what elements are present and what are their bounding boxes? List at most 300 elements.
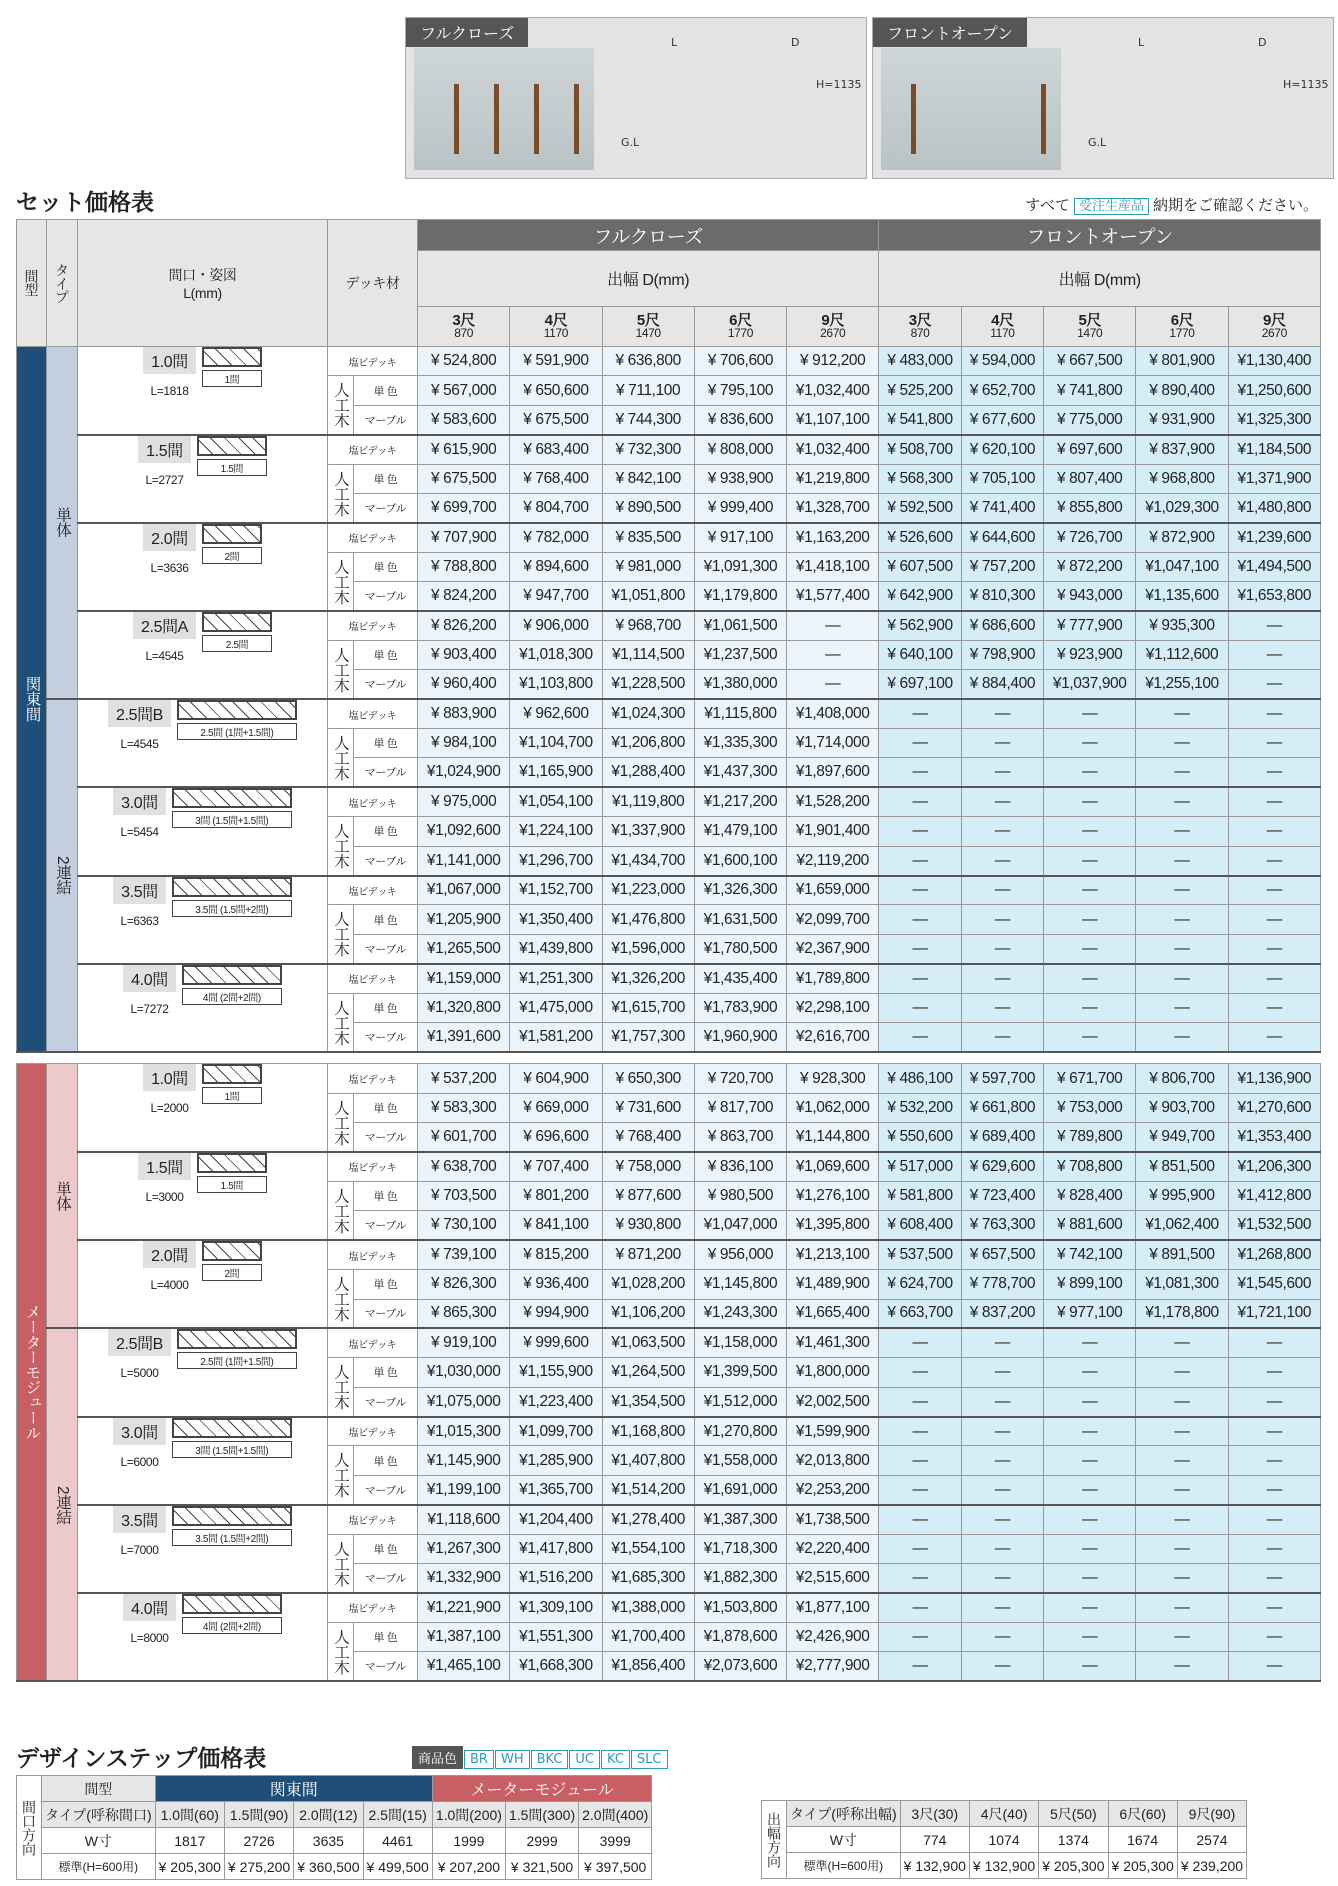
- price-cell: ¥ 689,400: [961, 1123, 1043, 1152]
- deck-sub: マーブル: [353, 1652, 417, 1681]
- price-cell: ¥2,220,400: [787, 1534, 879, 1563]
- model-cell: [78, 964, 328, 1052]
- price-cell: ¥ 541,800: [879, 405, 961, 434]
- price-cell: ¥1,075,000: [418, 1387, 510, 1416]
- price-cell: ¥1,219,800: [787, 464, 879, 493]
- price-cell: ¥1,882,300: [694, 1564, 786, 1593]
- price-cell: ¥1,901,400: [787, 817, 879, 846]
- depth-col: [1044, 307, 1136, 347]
- table-row: [17, 1593, 1321, 1622]
- price-cell: ¥1,475,000: [510, 993, 602, 1022]
- price-cell: ¥1,179,800: [694, 582, 786, 611]
- price-cell: ¥1,205,900: [418, 905, 510, 934]
- table-row: [17, 964, 1321, 993]
- price-cell: ―: [961, 993, 1043, 1022]
- price-cell: ¥1,112,600: [1136, 640, 1228, 669]
- price-cell: ¥1,407,800: [602, 1446, 694, 1475]
- price-cell: ¥1,265,500: [418, 934, 510, 963]
- price-cell: ¥ 642,900: [879, 582, 961, 611]
- price-cell: ¥ 644,600: [961, 523, 1043, 552]
- deck-enbi: 塩ビデッキ: [328, 523, 418, 552]
- price-cell: ¥ 732,300: [602, 435, 694, 464]
- types-cell: 6尺(60): [1108, 1801, 1177, 1827]
- depth-direction-label: 出幅方向: [762, 1801, 787, 1879]
- deck-sub: 単 色: [353, 1446, 417, 1475]
- price-cell: ¥1,024,900: [418, 758, 510, 787]
- price-cell: ¥1,178,800: [1136, 1299, 1228, 1328]
- price-cell: ¥ 960,400: [418, 670, 510, 699]
- model-label: 3.0間: [113, 1418, 166, 1445]
- price-cell: ¥1,480,800: [1228, 493, 1320, 522]
- price-cell: ¥1,685,300: [602, 1564, 694, 1593]
- price-cell: ―: [1228, 905, 1320, 934]
- color-chip: KC: [601, 1750, 630, 1769]
- price-cell: ¥ 763,300: [961, 1211, 1043, 1240]
- depth-mm: 870: [910, 325, 930, 340]
- price-cell: ¥ 636,800: [602, 347, 694, 376]
- set-price-title: セット価格表: [16, 190, 154, 216]
- price-cell: ―: [1044, 1593, 1136, 1622]
- price-cell: ¥1,018,300: [510, 640, 602, 669]
- price-cell: ―: [1044, 699, 1136, 728]
- frame-sketch-icon: [202, 1064, 262, 1084]
- price-cell: ¥1,878,600: [694, 1622, 786, 1651]
- model-label: 3.5間: [113, 877, 166, 904]
- price-cell: ¥2,426,900: [787, 1622, 879, 1651]
- depth-shaku: 5尺: [636, 311, 660, 329]
- depth-col: [510, 307, 602, 347]
- price-cell: ―: [1136, 1475, 1228, 1504]
- model-label: 3.0間: [113, 788, 166, 815]
- price-cell: ¥1,264,500: [602, 1358, 694, 1387]
- price-cell: ―: [1228, 611, 1320, 640]
- price-cell: ¥1,332,900: [418, 1564, 510, 1593]
- table-row: [17, 611, 1321, 640]
- types-cell: 1.5間(90): [224, 1802, 293, 1828]
- price-cell: ¥1,532,500: [1228, 1211, 1320, 1240]
- price-cell: ¥1,412,800: [1228, 1181, 1320, 1210]
- price-cell: ¥1,054,100: [510, 787, 602, 816]
- price-cell: ¥ 526,600: [879, 523, 961, 552]
- price-cell: ―: [961, 729, 1043, 758]
- price-cell: ¥1,145,900: [418, 1446, 510, 1475]
- price-cell: ¥ 742,100: [1044, 1240, 1136, 1269]
- frame-sketch-icon: [197, 436, 267, 456]
- price-cell: ¥1,309,100: [510, 1593, 602, 1622]
- price-cell: ―: [961, 1475, 1043, 1504]
- model-cell: [78, 1417, 328, 1505]
- model-cell: [78, 1328, 328, 1416]
- frame-sketch-icon: [172, 1506, 292, 1526]
- price-cell: ―: [1136, 787, 1228, 816]
- sketch-caption: 1.5間: [197, 1176, 267, 1193]
- price-cell: ¥ 517,000: [879, 1152, 961, 1181]
- price-cell: ―: [879, 729, 961, 758]
- price-cell: ¥ 842,100: [602, 464, 694, 493]
- price-cell: ¥ 768,400: [602, 1123, 694, 1152]
- price-cell: ¥1,213,100: [787, 1240, 879, 1269]
- price-cell: ¥ 594,000: [961, 347, 1043, 376]
- header-width: 間口・姿図 L(mm): [78, 220, 328, 347]
- price-cell: ―: [1228, 1358, 1320, 1387]
- region-spacer: [17, 1052, 1321, 1064]
- price-cell: ¥1,631,500: [694, 905, 786, 934]
- price-cell: ¥1,391,600: [418, 1022, 510, 1051]
- price-cell: ¥ 788,800: [418, 552, 510, 581]
- price-cell: ¥ 699,700: [418, 493, 510, 522]
- price-cell: ¥1,243,300: [694, 1299, 786, 1328]
- price-cell: ¥ 995,900: [1136, 1181, 1228, 1210]
- depth-shaku: 3尺: [452, 311, 475, 329]
- price-cell: ¥1,239,600: [1228, 523, 1320, 552]
- price-cell: ¥ 795,100: [694, 376, 786, 405]
- price-cell: ―: [961, 905, 1043, 934]
- price-cell: ¥1,092,600: [418, 817, 510, 846]
- header-depth: 出幅 D(mm): [418, 251, 879, 307]
- price-cell: ¥1,062,000: [787, 1093, 879, 1122]
- price-cell: ¥1,276,100: [787, 1181, 879, 1210]
- price-cell: ¥1,435,400: [694, 964, 786, 993]
- price-cell: ¥ 836,100: [694, 1152, 786, 1181]
- price-cell: ¥1,395,800: [787, 1211, 879, 1240]
- price-cell: ¥ 890,400: [1136, 376, 1228, 405]
- deck-enbi: 塩ビデッキ: [328, 1417, 418, 1446]
- sketch-caption: 2.5間 (1間+1.5間): [177, 723, 297, 740]
- price-cell: ―: [961, 817, 1043, 846]
- price-cell: ¥ 938,900: [694, 464, 786, 493]
- price-cell: ―: [1136, 1387, 1228, 1416]
- price-cell: ¥ 975,000: [418, 787, 510, 816]
- price-cell: ―: [961, 1417, 1043, 1446]
- price-cell: ¥ 723,400: [961, 1181, 1043, 1210]
- price-cell: ¥1,155,900: [510, 1358, 602, 1387]
- price-cell: ―: [1228, 787, 1320, 816]
- price-cell: ¥1,503,800: [694, 1593, 786, 1622]
- deck-sub: マーブル: [353, 1211, 417, 1240]
- depth-mm: 1770: [727, 325, 753, 340]
- deck-sub: 単 色: [353, 1358, 417, 1387]
- price-cell: ―: [1228, 846, 1320, 875]
- price-cell: ¥1,270,600: [1228, 1093, 1320, 1122]
- price-cell: ¥ 675,500: [510, 405, 602, 434]
- p-cell: ¥ 205,300: [1039, 1853, 1108, 1879]
- price-cell: ¥ 601,700: [418, 1123, 510, 1152]
- price-cell: ¥1,659,000: [787, 876, 879, 905]
- price-cell: ―: [879, 1505, 961, 1534]
- table-row: [17, 1417, 1321, 1446]
- model-length: L=3636: [150, 560, 189, 575]
- price-cell: ¥ 730,100: [418, 1211, 510, 1240]
- price-cell: ¥ 894,600: [510, 552, 602, 581]
- model-label: 4.0間: [123, 965, 176, 992]
- depth-shaku: 4尺: [991, 311, 1014, 329]
- price-cell: ¥2,013,800: [787, 1446, 879, 1475]
- price-cell: ¥1,184,500: [1228, 435, 1320, 464]
- meter-header: メーターモジュール: [432, 1776, 651, 1802]
- price-cell: ¥ 984,100: [418, 729, 510, 758]
- price-cell: ¥1,250,600: [1228, 376, 1320, 405]
- w-cell: 1674: [1108, 1827, 1177, 1853]
- price-cell: ¥1,224,100: [510, 817, 602, 846]
- deck-enbi: 塩ビデッキ: [328, 1328, 418, 1357]
- price-cell: ―: [1044, 1022, 1136, 1051]
- deck-enbi: 塩ビデッキ: [328, 347, 418, 376]
- w-cell: 3635: [294, 1828, 363, 1854]
- price-cell: ¥1,718,300: [694, 1534, 786, 1563]
- depth-col: [602, 307, 694, 347]
- model-label: 4.0間: [123, 1594, 176, 1621]
- price-cell: ¥1,296,700: [510, 846, 602, 875]
- price-cell: ¥1,158,000: [694, 1328, 786, 1357]
- deck-sub: 単 色: [353, 464, 417, 493]
- depth-mm: 1770: [1169, 325, 1195, 340]
- price-cell: ¥1,353,400: [1228, 1123, 1320, 1152]
- deck-sub: マーブル: [353, 582, 417, 611]
- price-cell: ―: [1136, 1652, 1228, 1681]
- deck-sub: マーブル: [353, 405, 417, 434]
- frame-sketch: [202, 524, 262, 564]
- sketch-caption: 2間: [202, 547, 262, 564]
- price-cell: ―: [879, 1534, 961, 1563]
- sketch-caption: 1間: [202, 1087, 262, 1104]
- price-cell: ―: [1044, 1446, 1136, 1475]
- dim-L: L: [671, 36, 678, 49]
- frame-sketch: [202, 347, 262, 387]
- model-length: L=4545: [145, 649, 184, 664]
- price-cell: ¥ 720,700: [694, 1064, 786, 1093]
- deck-sub: マーブル: [353, 846, 417, 875]
- model-length: L=2000: [150, 1101, 189, 1116]
- price-cell: ¥ 903,400: [418, 640, 510, 669]
- depth-shaku: 6尺: [1170, 311, 1194, 329]
- price-cell: ¥1,288,400: [602, 758, 694, 787]
- price-cell: ¥1,130,400: [1228, 347, 1320, 376]
- price-cell: ―: [787, 640, 879, 669]
- price-cell: ¥ 731,600: [602, 1093, 694, 1122]
- price-cell: ¥ 935,300: [1136, 611, 1228, 640]
- deck-jinko: 人工木: [328, 1358, 354, 1417]
- depth-col: [1136, 307, 1228, 347]
- types-cell: 9尺(90): [1177, 1801, 1246, 1827]
- price-cell: ¥ 801,200: [510, 1181, 602, 1210]
- frontopen-photo: [881, 48, 1061, 170]
- price-cell: ¥ 977,100: [1044, 1299, 1136, 1328]
- depth-col: [961, 307, 1043, 347]
- price-cell: ¥ 777,900: [1044, 611, 1136, 640]
- price-cell: ¥1,800,000: [787, 1358, 879, 1387]
- deck-sub: 単 色: [353, 817, 417, 846]
- w-cell: 2999: [505, 1828, 578, 1854]
- price-label: 標準(H=600用): [787, 1853, 901, 1879]
- price-cell: ―: [1044, 876, 1136, 905]
- price-cell: ¥ 917,100: [694, 523, 786, 552]
- price-cell: ―: [961, 699, 1043, 728]
- price-cell: ¥1,417,800: [510, 1534, 602, 1563]
- type-label: 単体: [47, 1064, 78, 1329]
- price-cell: ―: [1228, 1622, 1320, 1651]
- price-cell: ¥1,326,200: [602, 964, 694, 993]
- price-cell: ¥1,371,900: [1228, 464, 1320, 493]
- price-cell: ¥1,516,200: [510, 1564, 602, 1593]
- price-cell: ―: [1136, 1505, 1228, 1534]
- model-label: 2.0間: [143, 1241, 196, 1268]
- price-cell: ¥1,780,500: [694, 934, 786, 963]
- price-cell: ¥1,653,800: [1228, 582, 1320, 611]
- frame-sketch-icon: [182, 965, 282, 985]
- frame-sketch: [197, 1153, 267, 1193]
- price-cell: ¥1,135,600: [1136, 582, 1228, 611]
- deck-jinko: 人工木: [328, 1093, 354, 1152]
- depth-col: [787, 307, 879, 347]
- price-cell: ¥ 943,000: [1044, 582, 1136, 611]
- price-cell: ¥ 758,000: [602, 1152, 694, 1181]
- price-cell: ¥ 581,800: [879, 1181, 961, 1210]
- price-cell: ¥1,600,100: [694, 846, 786, 875]
- photo-label: フルクローズ: [406, 18, 528, 47]
- price-cell: ―: [1136, 1358, 1228, 1387]
- price-cell: ¥ 615,900: [418, 435, 510, 464]
- header-type: タイプ: [47, 220, 78, 347]
- price-cell: ¥ 884,400: [961, 670, 1043, 699]
- model-cell: [78, 1152, 328, 1240]
- p-cell: ¥ 132,900: [969, 1853, 1038, 1879]
- price-cell: ―: [1228, 1387, 1320, 1416]
- price-cell: ―: [1136, 993, 1228, 1022]
- price-cell: ¥ 903,700: [1136, 1093, 1228, 1122]
- types-cell: 4尺(40): [969, 1801, 1038, 1827]
- price-cell: ¥ 872,200: [1044, 552, 1136, 581]
- price-cell: ¥ 629,600: [961, 1152, 1043, 1181]
- price-cell: ¥1,512,000: [694, 1387, 786, 1416]
- photo-label: フロントオープン: [873, 18, 1027, 47]
- price-cell: ¥ 808,000: [694, 435, 786, 464]
- price-cell: ―: [1136, 1417, 1228, 1446]
- price-cell: ¥ 650,300: [602, 1064, 694, 1093]
- depth-col: [879, 307, 961, 347]
- deck-enbi: 塩ビデッキ: [328, 876, 418, 905]
- model-label: 2.0間: [143, 524, 196, 551]
- price-cell: ―: [1136, 758, 1228, 787]
- w-cell: 2574: [1177, 1827, 1246, 1853]
- depth-shaku: 6尺: [729, 311, 752, 329]
- type-label: 2連結: [47, 1328, 78, 1681]
- price-cell: ¥ 638,700: [418, 1152, 510, 1181]
- price-cell: ¥1,691,000: [694, 1475, 786, 1504]
- price-cell: ¥1,365,700: [510, 1475, 602, 1504]
- model-cell: [78, 1593, 328, 1681]
- made-to-order-badge: 受注生産品: [1074, 198, 1149, 215]
- price-cell: ―: [1136, 1328, 1228, 1357]
- price-cell: ¥1,223,400: [510, 1387, 602, 1416]
- price-cell: ¥1,217,200: [694, 787, 786, 816]
- table-row: [17, 876, 1321, 905]
- price-cell: ¥ 525,200: [879, 376, 961, 405]
- model-cell: [78, 1240, 328, 1328]
- frame-sketch: [202, 1241, 262, 1281]
- deck-sub: 単 色: [353, 552, 417, 581]
- frame-sketch-icon: [202, 612, 272, 632]
- price-cell: ―: [961, 876, 1043, 905]
- price-cell: ¥ 947,700: [510, 582, 602, 611]
- price-cell: ¥ 872,900: [1136, 523, 1228, 552]
- dim-L: L: [1138, 36, 1145, 49]
- price-cell: ¥ 962,600: [510, 699, 602, 728]
- price-cell: ¥1,721,100: [1228, 1299, 1320, 1328]
- price-cell: ¥ 604,900: [510, 1064, 602, 1093]
- deck-jinko: 人工木: [328, 640, 354, 699]
- color-chip: BKC: [531, 1750, 569, 1769]
- header-deck: デッキ材: [328, 220, 418, 347]
- price-cell: ¥ 999,400: [694, 493, 786, 522]
- depth-mm: 1170: [990, 325, 1015, 340]
- price-cell: ―: [961, 1358, 1043, 1387]
- price-cell: ¥ 863,700: [694, 1123, 786, 1152]
- price-cell: ¥1,081,300: [1136, 1270, 1228, 1299]
- price-cell: ¥ 607,500: [879, 552, 961, 581]
- price-cell: ¥1,165,900: [510, 758, 602, 787]
- type-label: タイプ(呼称出幅): [787, 1801, 901, 1827]
- p-cell: ¥ 205,300: [155, 1854, 224, 1880]
- w-cell: 1374: [1039, 1827, 1108, 1853]
- table-row: [17, 435, 1321, 464]
- price-cell: ¥ 532,200: [879, 1093, 961, 1122]
- price-cell: ¥ 851,500: [1136, 1152, 1228, 1181]
- price-cell: ¥1,380,000: [694, 670, 786, 699]
- table-row: [17, 1152, 1321, 1181]
- price-cell: ―: [1228, 640, 1320, 669]
- price-cell: ¥ 782,000: [510, 523, 602, 552]
- price-cell: ―: [1044, 1505, 1136, 1534]
- price-cell: ―: [1136, 876, 1228, 905]
- frame-sketch: [172, 1506, 292, 1546]
- price-cell: ―: [787, 670, 879, 699]
- price-label: 標準(H=600用): [42, 1854, 156, 1880]
- price-cell: ¥1,029,300: [1136, 493, 1228, 522]
- price-cell: ―: [1228, 1417, 1320, 1446]
- frame-sketch: [202, 612, 272, 652]
- price-cell: ―: [787, 611, 879, 640]
- p-cell: ¥ 132,900: [900, 1853, 969, 1879]
- price-cell: ¥1,047,100: [1136, 552, 1228, 581]
- price-cell: ¥ 815,200: [510, 1240, 602, 1269]
- price-cell: ¥2,616,700: [787, 1022, 879, 1051]
- price-cell: ¥1,237,500: [694, 640, 786, 669]
- price-cell: ¥ 697,100: [879, 670, 961, 699]
- price-cell: ¥ 686,600: [961, 611, 1043, 640]
- price-cell: ¥ 980,500: [694, 1181, 786, 1210]
- price-cell: ―: [879, 1622, 961, 1651]
- price-cell: ¥1,615,700: [602, 993, 694, 1022]
- price-cell: ―: [961, 1446, 1043, 1475]
- price-cell: ¥ 608,400: [879, 1211, 961, 1240]
- price-cell: ¥ 877,600: [602, 1181, 694, 1210]
- types-cell: 2.0間(12): [294, 1802, 363, 1828]
- price-cell: ¥ 753,000: [1044, 1093, 1136, 1122]
- depth-col: [1228, 307, 1320, 347]
- gl-label: G.L: [1088, 136, 1107, 149]
- color-chip: WH: [495, 1750, 530, 1769]
- table-row: [17, 1328, 1321, 1357]
- price-cell: ¥1,577,400: [787, 582, 879, 611]
- price-cell: ¥1,528,200: [787, 787, 879, 816]
- model-label: 2.5間B: [108, 700, 171, 727]
- sketch-caption: 4間 (2間+2間): [182, 1617, 282, 1634]
- price-cell: ¥1,206,800: [602, 729, 694, 758]
- price-cell: ¥1,024,300: [602, 699, 694, 728]
- price-cell: ―: [1136, 1593, 1228, 1622]
- price-cell: ―: [961, 1328, 1043, 1357]
- price-cell: ¥1,270,800: [694, 1417, 786, 1446]
